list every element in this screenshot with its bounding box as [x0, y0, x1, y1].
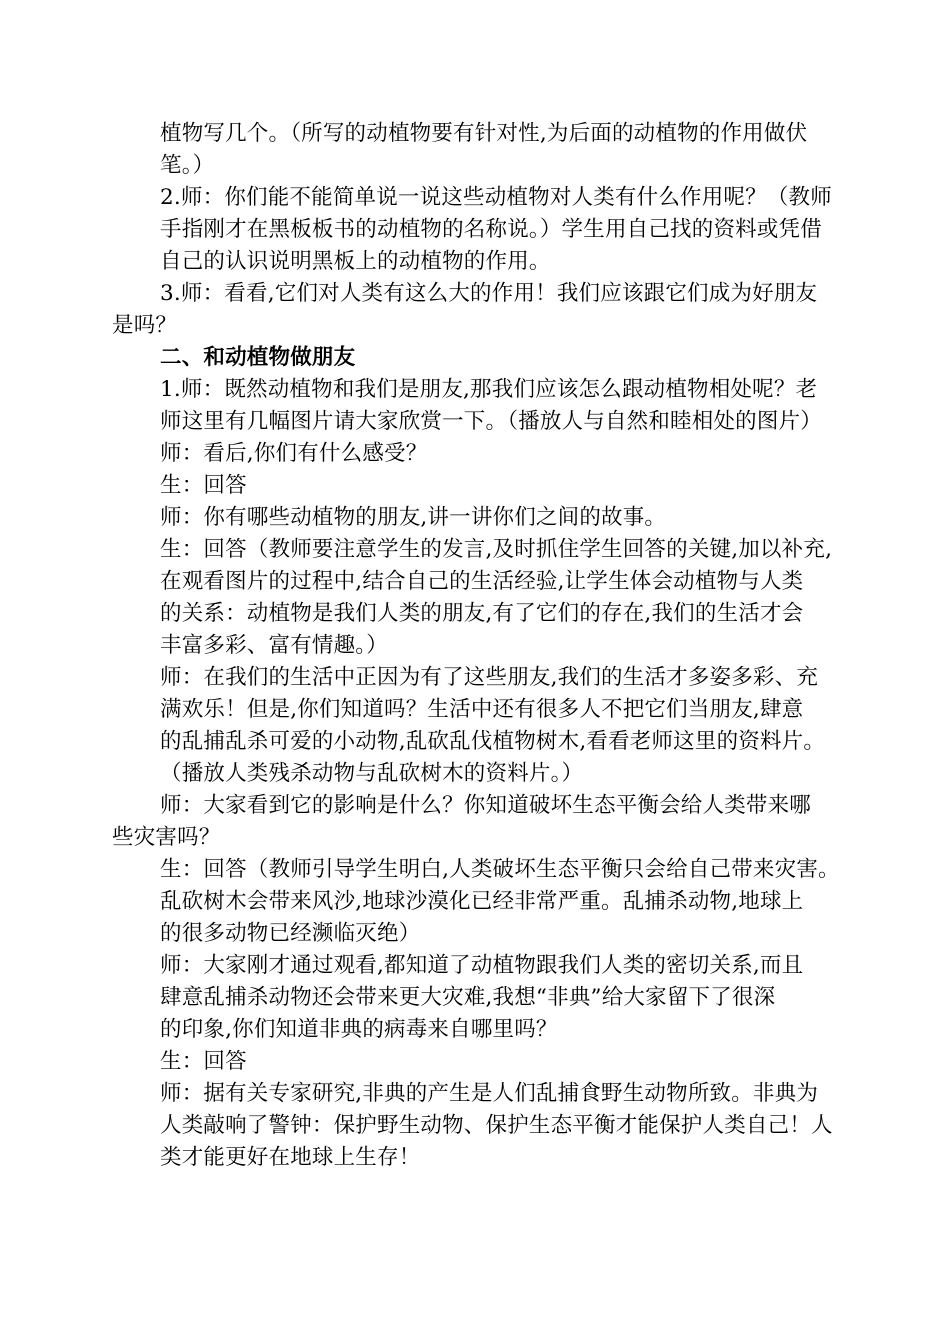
text-line: 2.师：你们能不能简单说一说这些动植物对人类有什么作用呢？（教师: [160, 185, 832, 210]
text-line: 1.师：既然动植物和我们是朋友,那我们应该怎么跟动植物相处呢？老: [160, 377, 818, 402]
text-line: 3.师：看看,它们对人类有这么大的作用！我们应该跟它们成为好朋友: [160, 281, 818, 306]
paragraph: [112, 438, 848, 470]
text-line: 肆意乱捕杀动物还会带来更大灾难,我想“非典”给大家留下了很深: [160, 985, 776, 1010]
paragraph: [112, 374, 848, 438]
paragraph: [112, 534, 848, 662]
paragraph: [112, 182, 848, 278]
text-line: 是吗？: [112, 313, 178, 338]
text-line: 师这里有几幅图片请大家欣赏一下。（播放人与自然和睦相处的图片）: [160, 409, 822, 434]
text-line: 丰富多彩、富有情趣。）: [160, 633, 388, 658]
text-line: 的关系：动植物是我们人类的朋友,有了它们的存在,我们的生活才会: [160, 601, 804, 626]
text-line: 师：看后,你们有什么感受？: [160, 441, 428, 466]
paragraph: [112, 118, 848, 182]
text-line: 的很多动物已经濒临灭绝）: [160, 921, 421, 946]
text-line: 类才能更好在地球上生存！: [160, 1145, 421, 1170]
text-line: 人类敲响了警钟：保护野生动物、保护生态平衡才能保护人类自己！人: [160, 1113, 833, 1138]
text-line: 乱砍树木会带来风沙,地球沙漠化已经非常严重。乱捕杀动物,地球上: [160, 889, 804, 914]
text-line: 植物写几个。（所写的动植物要有针对性,为后面的动植物的作用做伏: [160, 121, 808, 146]
text-line: 师：在我们的生活中正因为有了这些朋友,我们的生活才多姿多彩、充: [160, 665, 819, 690]
text-line: 生：回答（教师引导学生明白,人类破坏生态平衡只会给自己带来灾害。: [160, 857, 840, 882]
text-line: 生：回答（教师要注意学生的发言,及时抓住学生回答的关键,加以补充,: [160, 537, 833, 562]
text-line: 生：回答: [160, 473, 247, 498]
paragraph: [112, 1078, 848, 1174]
paragraph: [112, 790, 848, 854]
paragraph: [112, 662, 848, 790]
document-body: [112, 118, 848, 1174]
paragraph: [112, 502, 848, 534]
text-line: 自己的认识说明黑板上的动植物的作用。: [160, 249, 551, 274]
text-line: 笔。）: [160, 153, 215, 178]
text-line: 在观看图片的过程中,结合自己的生活经验,让学生体会动植物与人类: [160, 569, 804, 594]
paragraph: [112, 278, 848, 342]
paragraph: [112, 854, 848, 950]
text-line: 满欢乐！但是,你们知道吗？生活中还有很多人不把它们当朋友,肆意: [160, 697, 804, 722]
text-line: 些灾害吗？: [112, 825, 221, 850]
text-line: 生：回答: [160, 1049, 247, 1074]
paragraph: [112, 1046, 848, 1078]
text-line: （播放人类残杀动物与乱砍树木的资料片。）: [160, 761, 584, 786]
paragraph: [112, 470, 848, 502]
text-line: 师：大家看到它的影响是什么？你知道破坏生态平衡会给人类带来哪: [160, 793, 812, 818]
text-line: 二、和动植物做朋友: [160, 345, 356, 370]
text-line: 师：大家刚才通过观看,都知道了动植物跟我们人类的密切关系,而且: [160, 953, 804, 978]
section-heading: [112, 342, 848, 374]
text-line: 师：据有关专家研究,非典的产生是人们乱捕食野生动物所致。非典为: [160, 1081, 819, 1106]
text-line: 师：你有哪些动植物的朋友,讲一讲你们之间的故事。: [160, 505, 667, 530]
paragraph: [112, 950, 848, 1046]
text-line: 手指刚才在黑板板书的动植物的名称说。）学生用自己找的资料或凭借: [160, 217, 822, 242]
text-line: 的乱捕乱杀可爱的小动物,乱砍乱伐植物树木,看看老师这里的资料片。: [160, 729, 826, 754]
text-line: 的印象,你们知道非典的病毒来自哪里吗？: [160, 1017, 558, 1042]
